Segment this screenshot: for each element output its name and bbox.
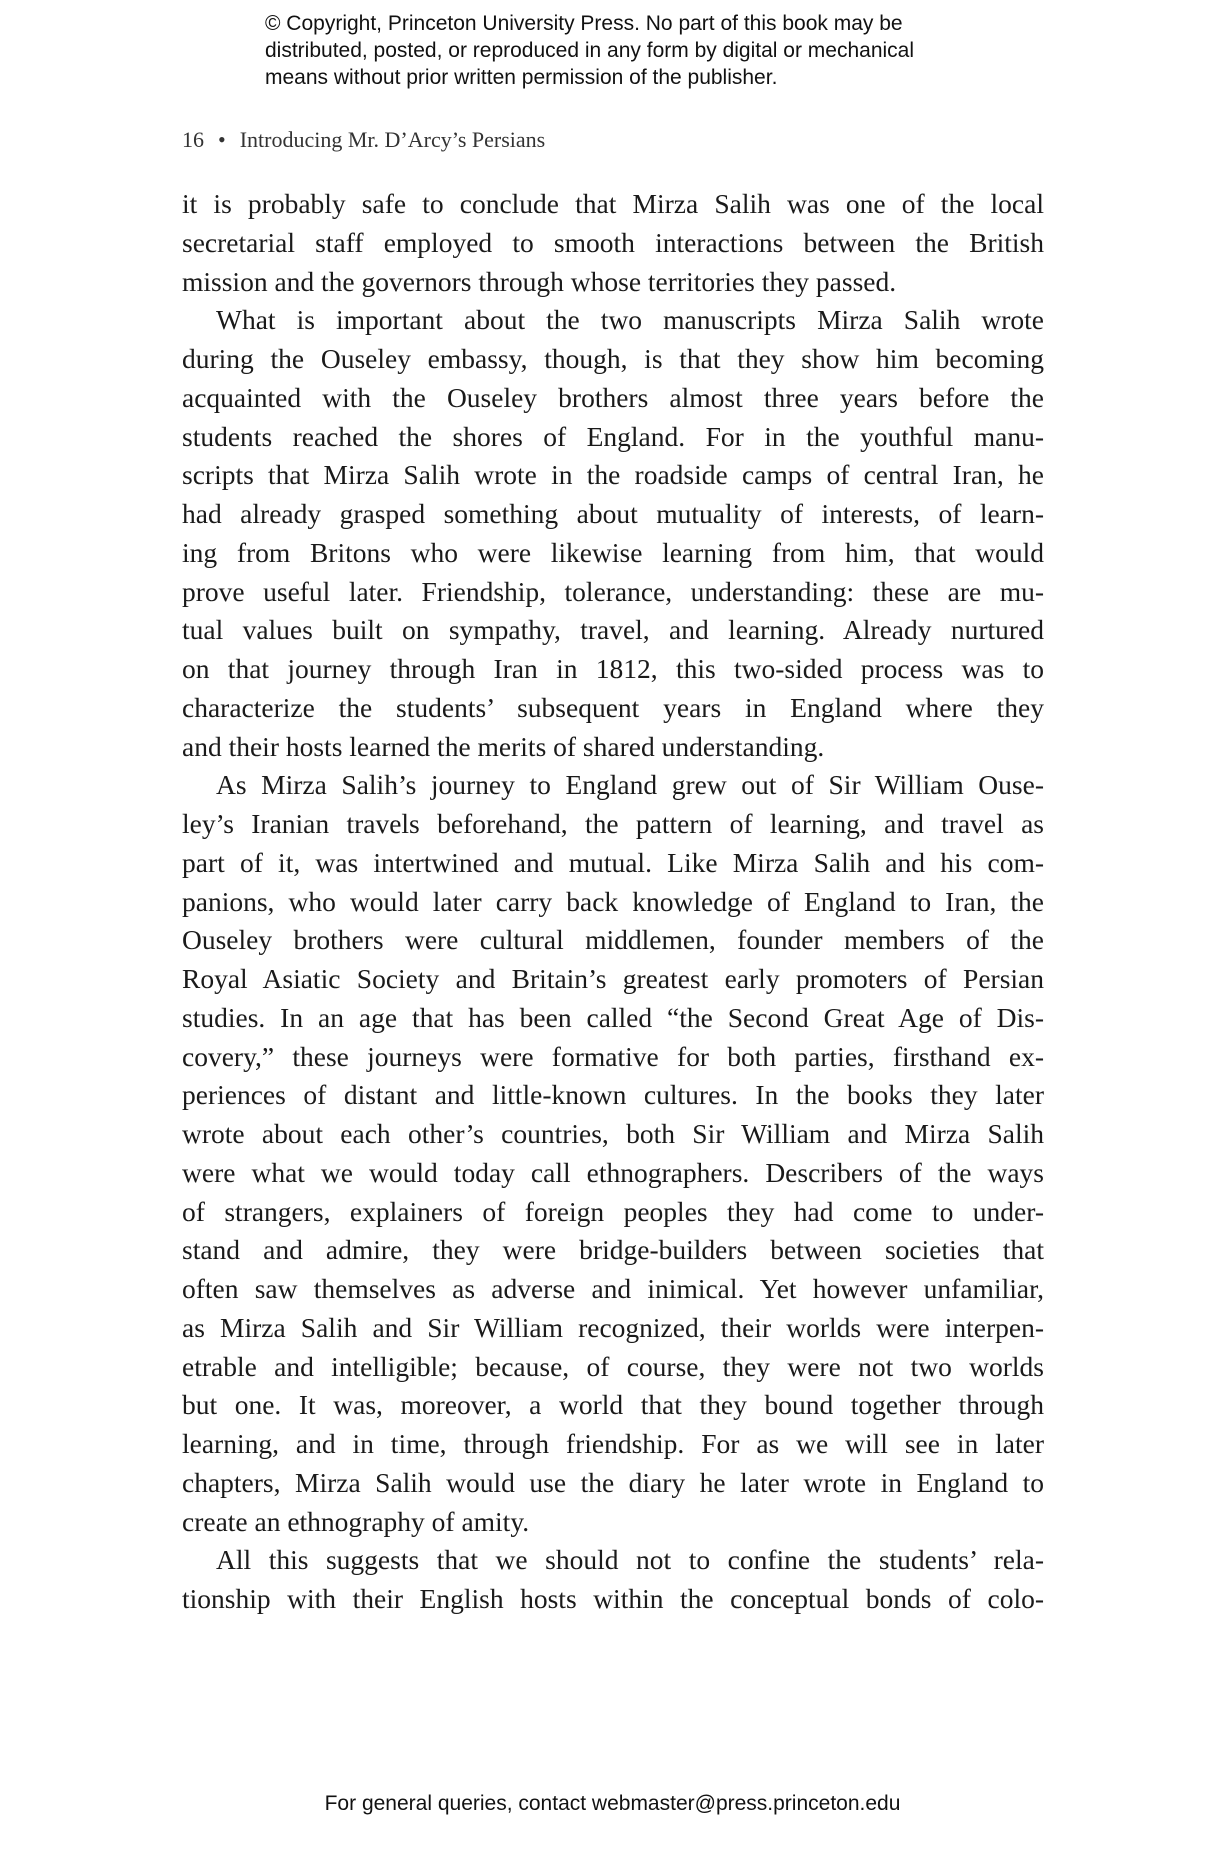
text-line: mission and the governors through whose territories they passed. xyxy=(182,265,897,297)
text-line: etrable and intelligible; because, of course, they were not two worlds xyxy=(182,1350,1044,1382)
text-line: acquainted with the Ouseley brothers almost three years before the xyxy=(182,381,1044,413)
text-line: on that journey through Iran in 1812, this two-sided process was to xyxy=(182,653,1044,684)
chapter-title: Introducing Mr. D’Arcy’s Persians xyxy=(239,127,546,152)
text-line: and their hosts learned the merits of shared understanding. xyxy=(182,730,825,762)
text-line: as Mirza Salih and Sir William recognized, their worlds were interpen- xyxy=(182,1311,1044,1343)
text-line: All this suggests that we should not to confine the students’ rela- xyxy=(216,1544,1044,1576)
copyright-notice xyxy=(265,10,1025,91)
text-line: students reached the shores of England. For in the youthful manu- xyxy=(182,420,1044,452)
paragraph xyxy=(182,185,1044,301)
paragraph xyxy=(182,1541,1044,1619)
text-line: What is important about the two manuscripts Mirza Salih wrote xyxy=(216,304,1044,336)
text-line: scripts that Mirza Salih wrote in the roadside camps of central Iran, he xyxy=(182,459,1044,491)
text-line: create an ethnography of amity. xyxy=(182,1505,530,1537)
footer-contact: For general queries, contact webmaster@press.princeton.edu xyxy=(324,1792,901,1815)
text-line: had already grasped something about mutuality of interests, of learn- xyxy=(182,498,1044,529)
text-line: studies. In an age that has been called “the Second Great Age of Dis- xyxy=(182,1001,1044,1033)
text-line: during the Ouseley embassy, though, is that they show him becoming xyxy=(182,343,1044,374)
copyright-line: distributed, posted, or reproduced in any form by digital or mechanical xyxy=(265,39,915,62)
text-line: covery,” these journeys were formative for both parties, firsthand ex- xyxy=(182,1040,1044,1072)
text-line: of strangers, explainers of foreign peoples they had come to under- xyxy=(182,1195,1044,1227)
text-line: characterize the students’ subsequent years in England where they xyxy=(182,691,1044,723)
paragraph xyxy=(182,301,1044,766)
text-line: Ouseley brothers were cultural middlemen, founder members of the xyxy=(182,924,1044,956)
text-line: learning, and in time, through friendship. For as we will see in later xyxy=(182,1428,1044,1459)
text-line: As Mirza Salih’s journey to England grew out of Sir William Ouse- xyxy=(216,769,1044,801)
copyright-line: means without prior written permission of the publisher. xyxy=(265,66,778,89)
text-line: periences of distant and little-known cultures. In the books they later xyxy=(182,1079,1044,1111)
text-line: it is probably safe to conclude that Mirza Salih was one of the local xyxy=(182,188,1044,219)
text-line: ing from Britons who were likewise learning from him, that would xyxy=(182,536,1044,568)
text-line: Royal Asiatic Society and Britain’s greatest early promoters of Persian xyxy=(182,963,1044,994)
running-head xyxy=(182,127,545,153)
text-line: wrote about each other’s countries, both Sir William and Mirza Salih xyxy=(182,1118,1044,1149)
text-line: but one. It was, moreover, a world that they bound together through xyxy=(182,1389,1044,1421)
text-line: stand and admire, they were bridge-builders between societies that xyxy=(182,1234,1044,1266)
text-line: tionship with their English hosts within the conceptual bonds of colo- xyxy=(182,1583,1044,1614)
copyright-line: © Copyright, Princeton University Press. No part of this book may be xyxy=(265,12,903,35)
text-line: ley’s Iranian travels beforehand, the pattern of learning, and travel as xyxy=(182,808,1044,839)
bullet-separator: • xyxy=(218,127,226,152)
body-text xyxy=(182,185,1044,1619)
page-number: 16 xyxy=(182,127,204,152)
text-line: tual values built on sympathy, travel, and learning. Already nurtured xyxy=(182,614,1044,646)
text-line: panions, who would later carry back knowledge of England to Iran, the xyxy=(182,885,1044,917)
text-line: prove useful later. Friendship, tolerance, understanding: these are mu- xyxy=(182,575,1044,607)
text-line: part of it, was intertwined and mutual. Like Mirza Salih and his com- xyxy=(182,846,1044,878)
text-line: often saw themselves as adverse and inimical. Yet however unfamiliar, xyxy=(182,1273,1044,1304)
text-line: chapters, Mirza Salih would use the diary he later wrote in England to xyxy=(182,1466,1044,1498)
text-line: secretarial staff employed to smooth interactions between the British xyxy=(182,226,1044,258)
paragraph xyxy=(182,766,1044,1541)
text-line: were what we would today call ethnographers. Describers of the ways xyxy=(182,1156,1044,1188)
